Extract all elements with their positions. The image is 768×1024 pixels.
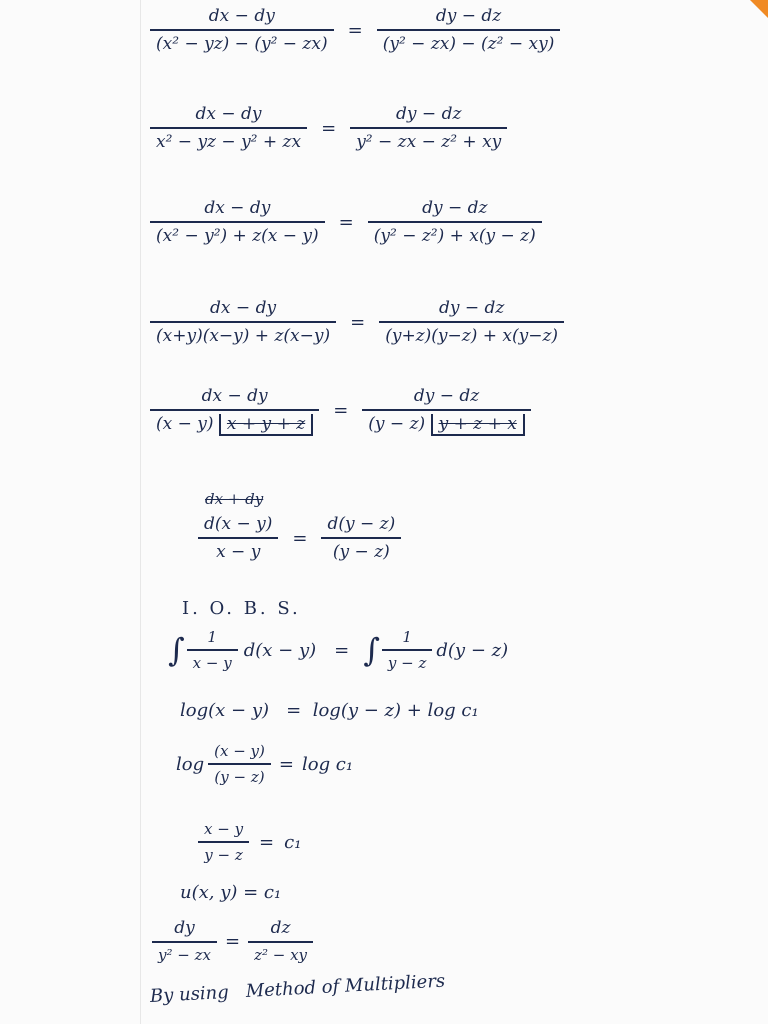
fraction	[198, 514, 278, 562]
numerator: x − y	[204, 820, 244, 838]
method-note: By using Method of Multipliers	[149, 970, 446, 1007]
fraction-bar	[377, 29, 561, 31]
page-corner-mark	[750, 0, 768, 18]
numerator: dx − dy	[210, 298, 277, 318]
fraction-bar	[198, 537, 278, 539]
fraction-bar	[350, 127, 507, 129]
equals-sign: =	[347, 19, 363, 41]
log-constant: log c₁	[301, 753, 354, 775]
struck-note: dx + dy	[205, 490, 264, 508]
equation-6	[198, 514, 401, 562]
equation-3	[150, 198, 542, 246]
denominator: y² − zx	[158, 946, 211, 964]
factor: (x − y)	[156, 414, 214, 434]
equals-sign: =	[350, 311, 366, 333]
fraction	[377, 6, 561, 54]
denominator: (y² − z²) + x(y − z)	[373, 226, 536, 246]
fraction	[321, 514, 401, 562]
fraction-bar	[248, 941, 313, 943]
fraction-bar	[321, 537, 401, 539]
integral-sign: ∫	[363, 631, 380, 669]
fraction-bar	[198, 841, 249, 843]
fraction-bar	[382, 649, 432, 651]
fraction-bar	[150, 29, 334, 31]
iobs-label: I. O. B. S.	[182, 598, 301, 619]
denominator: z² − xy	[254, 946, 308, 964]
equals-sign: =	[333, 399, 349, 421]
numerator: 1	[402, 628, 412, 646]
fraction	[362, 386, 531, 434]
log-prefix: log	[176, 753, 205, 775]
fraction	[150, 386, 319, 434]
equation-7	[168, 628, 512, 672]
denominator: (x² − y²) + z(x − y)	[156, 226, 319, 246]
equals-sign: =	[338, 211, 354, 233]
numerator: 1	[207, 628, 217, 646]
equation-10	[198, 820, 305, 864]
fraction-bar	[150, 409, 319, 411]
fraction-bar	[379, 321, 564, 323]
equals-sign: =	[292, 527, 308, 549]
equation-12	[152, 918, 313, 964]
fraction	[150, 104, 307, 152]
equation-8: log(x − y) = log(y − z) + log c₁	[180, 700, 479, 721]
fraction	[150, 6, 334, 54]
fraction	[379, 298, 564, 346]
fraction-bar	[362, 409, 531, 411]
numerator: dx − dy	[201, 386, 268, 406]
denominator: (y − z)	[214, 768, 265, 786]
denominator	[150, 414, 319, 434]
fraction	[152, 918, 217, 964]
numerator: d(y − z)	[327, 514, 396, 534]
denominator: y − z	[387, 654, 427, 672]
equation-5	[150, 386, 531, 434]
numerator: dy − dz	[413, 386, 480, 406]
numerator: dz	[270, 918, 291, 938]
equation-1	[150, 6, 560, 54]
fraction-bar	[152, 941, 217, 943]
fraction	[198, 820, 249, 864]
fraction-bar	[150, 221, 325, 223]
numerator: dx − dy	[208, 6, 275, 26]
denominator	[362, 414, 531, 434]
denominator: (y − z)	[332, 542, 390, 562]
equation-4	[150, 298, 564, 346]
equation-11: u(x, y) = c₁	[180, 882, 282, 903]
denominator: x² − yz − y² + zx	[156, 132, 302, 152]
numerator: dy − dz	[438, 298, 505, 318]
differential: d(y − z)	[436, 639, 509, 661]
equation-9	[176, 742, 357, 786]
denominator: y − z	[204, 846, 243, 864]
numerator: d(x − y)	[204, 514, 273, 534]
fraction	[248, 918, 313, 964]
factor: (y − z)	[368, 414, 426, 434]
numerator: dy − dz	[396, 104, 462, 124]
fraction	[150, 198, 325, 246]
denominator: (y² − zx) − (z² − xy)	[382, 34, 555, 54]
denominator: (x² − yz) − (y² − zx)	[156, 34, 328, 54]
numerator: dx − dy	[195, 104, 262, 124]
constant: c₁	[284, 831, 302, 853]
equals-sign: =	[334, 639, 350, 661]
fraction-bar	[208, 763, 271, 765]
cancelled-factor: x + y + z	[219, 414, 313, 436]
numerator: dy − dz	[435, 6, 502, 26]
denominator: (y+z)(y−z) + x(y−z)	[385, 326, 559, 346]
fraction	[187, 628, 238, 672]
cancelled-factor: y + z + x	[431, 414, 525, 436]
numerator: dx − dy	[204, 198, 271, 218]
equals-sign: =	[259, 831, 275, 853]
numerator: dy	[174, 918, 195, 938]
fraction	[382, 628, 432, 672]
equals-sign: =	[321, 117, 337, 139]
numerator: dy − dz	[422, 198, 488, 218]
fraction	[368, 198, 542, 246]
denominator: y² − zx − z² + xy	[356, 132, 502, 152]
equation-2	[150, 104, 507, 152]
fraction	[150, 298, 336, 346]
fraction-bar	[150, 321, 336, 323]
integral-sign: ∫	[168, 631, 185, 669]
fraction-bar	[368, 221, 542, 223]
differential: d(x − y)	[243, 639, 317, 661]
fraction	[350, 104, 507, 152]
equals-sign: =	[224, 930, 241, 952]
fraction-bar	[187, 649, 238, 651]
numerator: (x − y)	[214, 742, 265, 760]
fraction	[208, 742, 271, 786]
margin-line	[140, 0, 141, 1024]
denominator: x − y	[216, 542, 261, 562]
fraction-bar	[150, 127, 307, 129]
equals-sign: =	[278, 753, 294, 775]
denominator: (x+y)(x−y) + z(x−y)	[156, 326, 331, 346]
denominator: x − y	[192, 654, 232, 672]
